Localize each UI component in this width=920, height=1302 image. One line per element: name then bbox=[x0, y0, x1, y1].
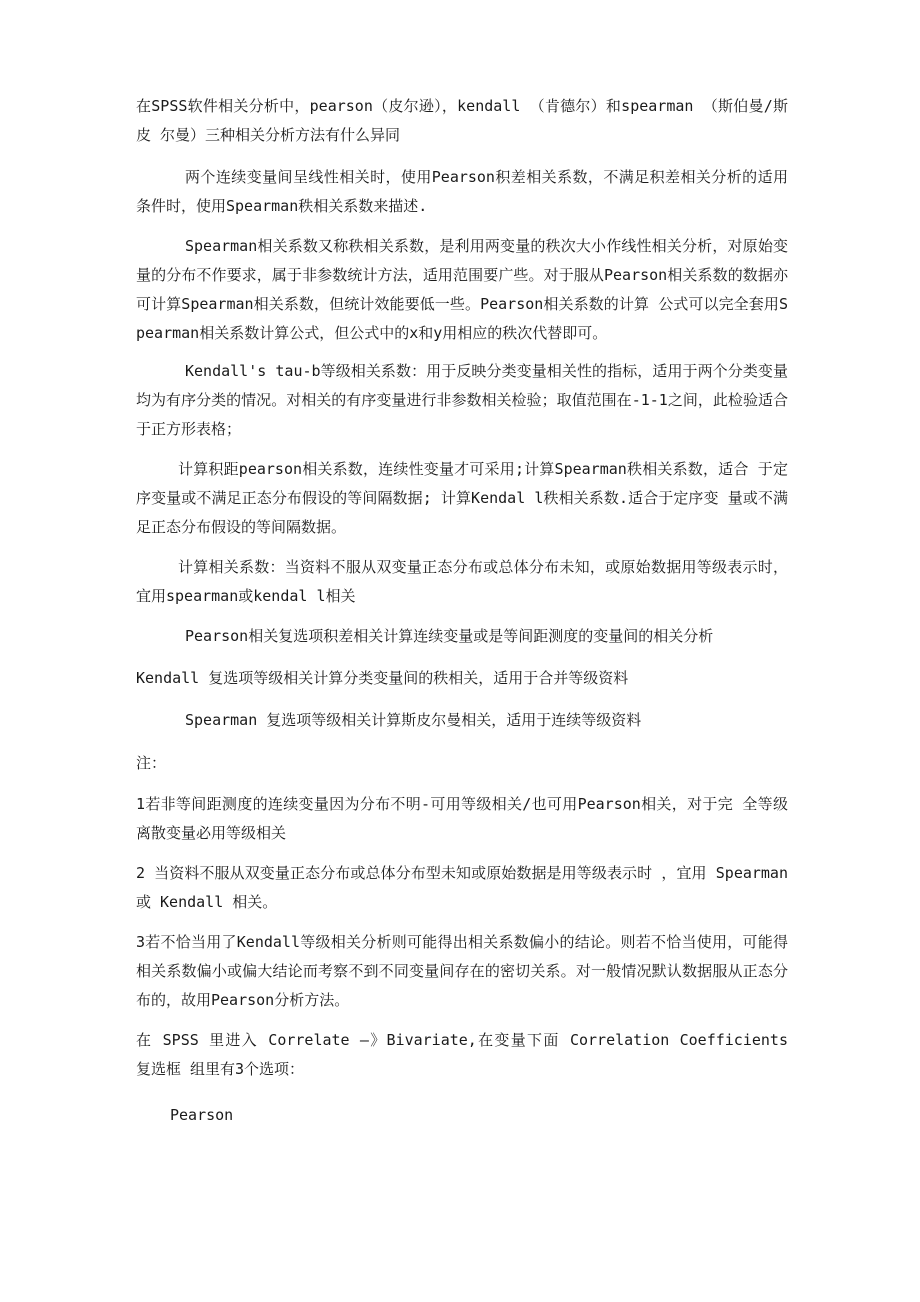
paragraph-kendall-option: Kendall 复选项等级相关计算分类变量间的秩相关，适用于合并等级资料 bbox=[136, 669, 629, 687]
paragraph-spearman-option: Spearman 复选项等级相关计算斯皮尔曼相关，适用于连续等级资料 bbox=[185, 711, 642, 729]
option-pearson: Pearson bbox=[170, 1106, 234, 1124]
note-2: 2 当资料不服从双变量正态分布或总体分布型未知或原始数据是用等级表示时 ，宜用 Spearman 或 Kendall 相关。 bbox=[136, 864, 788, 911]
note-heading: 注： bbox=[136, 754, 167, 772]
note-3: 3若不恰当用了Kendall等级相关分析则可能得出相关系数偏小的结论。则若不恰当使用，可能得相关系数偏小或偏大结论而考察不到不同变量间存在的密切关系。对一般情况默认数据服从正态分布的，故用Pearson分析方法。 bbox=[136, 933, 788, 1009]
paragraph-spss-menu-path: 在 SPSS 里进入 Correlate —》Bivariate,在变量下面 Correlation Coefficients 复选框 组里有3个选项： bbox=[136, 1031, 788, 1078]
document-title: 在SPSS软件相关分析中，pearson（皮尔逊），kendall （肯德尔）和spearman （斯伯曼/斯皮 尔曼）三种相关分析方法有什么异同 bbox=[136, 97, 788, 144]
paragraph-pearson-option: Pearson相关复选项积差相关计算连续变量或是等间距测度的变量间的相关分析 bbox=[185, 627, 714, 645]
note-1: 1若非等间距测度的连续变量因为分布不明-可用等级相关/也可用Pearson相关，对于完 全等级离散变量必用等级相关 bbox=[136, 795, 788, 842]
paragraph-kendall-tau-b: Kendall's tau-b等级相关系数：用于反映分类变量相关性的指标，适用于两个分类变量均为有序分类的情况。对相关的有序变量进行非参数相关检验；取值范围在-1-1之间，此检验适合于正方形表格； bbox=[136, 362, 788, 438]
paragraph-pearson-vs-spearman: 两个连续变量间呈线性相关时，使用Pearson积差相关系数，不满足积差相关分析的适用条件时，使用Spearman秩相关系数来描述. bbox=[136, 168, 788, 215]
paragraph-spearman: Spearman相关系数又称秩相关系数，是利用两变量的秩次大小作线性相关分析，对原始变量的分布不作要求，属于非参数统计方法，适用范围要广些。对于服从Pearson相关系数的数据亦可计算Spearman相关系数，但统计效能要低一些。Pearson相关系数的计算 公式可以完全套用Spearman相关系数计算公式，但公式中的x和y用相应的秩次代替即可。 bbox=[136, 237, 788, 342]
paragraph-compute-coefficients: 计算积距pearson相关系数，连续性变量才可采用;计算Spearman秩相关系数，适合 于定序变量或不满足正态分布假设的等间隔数据; 计算Kendal l秩相关系数.适合于定序变 量或不满足正态分布假设的等间隔数据。 bbox=[136, 460, 788, 536]
paragraph-when-to-use-rank: 计算相关系数：当资料不服从双变量正态分布或总体分布未知，或原始数据用等级表示时，宜用spearman或kendal l相关 bbox=[136, 558, 788, 605]
